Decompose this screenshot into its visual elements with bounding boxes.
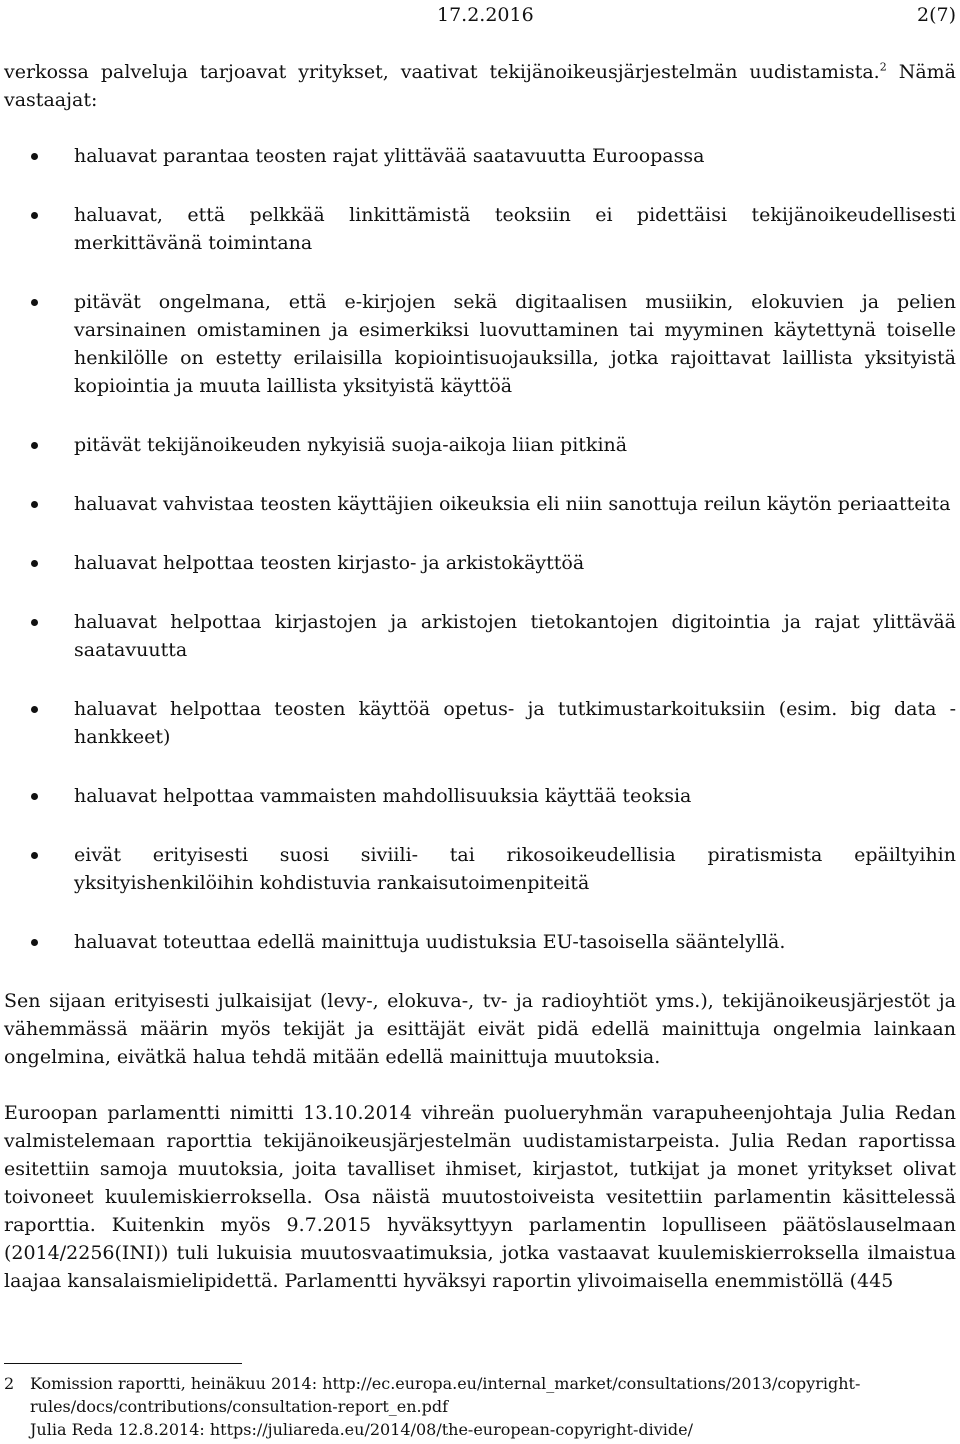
header-page-number: 2(7) bbox=[916, 4, 956, 26]
footnote-link-commission[interactable]: Komission raportti, heinäkuu 2014: http://ec.europa.eu/internal_market/consultations/2013/copyright- bbox=[30, 1374, 861, 1393]
list-item: haluavat helpottaa teosten käyttöä opetus- ja tutkimustarkoituksiin (esim. big data -hankkeet) bbox=[4, 695, 956, 751]
list-item: haluavat helpottaa vammaisten mahdollisuuksia käyttää teoksia bbox=[4, 782, 956, 810]
footnote-link-commission-cont[interactable]: rules/docs/contributions/consultation-report_en.pdf bbox=[30, 1397, 449, 1416]
list-item: pitävät ongelmana, että e-kirjojen sekä digitaalisen musiikin, elokuvien ja pelien varsinainen omistaminen ja esimerkiksi luovuttaminen tai myyminen käytettynä toiselle henkilölle on estetty erilaisilla kopiointisuojauksilla, jotka rajoittavat laillista yksityistä kopiointia ja muuta laillista yksityistä käyttöä bbox=[4, 288, 956, 400]
list-item: haluavat helpottaa teosten kirjasto- ja arkistokäyttöä bbox=[4, 549, 956, 577]
footnote-ref[interactable]: 2 bbox=[879, 60, 887, 74]
footnote bbox=[4, 1372, 944, 1441]
list-item: haluavat parantaa teosten rajat ylittävää saatavuutta Euroopassa bbox=[4, 142, 956, 170]
list-item: haluavat helpottaa kirjastojen ja arkistojen tietokantojen digitointia ja rajat ylittävää saatavuutta bbox=[4, 608, 956, 664]
list-item: haluavat, että pelkkää linkittämistä teoksiin ei pidettäisi tekijänoikeudellisesti merkittävänä toimintana bbox=[4, 201, 956, 257]
respondent-demands-list bbox=[4, 142, 956, 956]
footnote-number: 2 bbox=[4, 1374, 15, 1393]
list-item: haluavat toteuttaa edellä mainittuja uudistuksia EU-tasoisella sääntelyllä. bbox=[4, 928, 956, 956]
header-date: 17.2.2016 bbox=[437, 4, 534, 26]
parliament-paragraph: Euroopan parlamentti nimitti 13.10.2014 vihreän puolueryhmän varapuheenjohtaja Julia Redan valmistelemaan raporttia tekijänoikeusjärjestelmän uudistamistarpeista. Julia Redan raportissa esitettiin samoja muutoksia, joita tavalliset ihmiset, kirjastot, tutkijat ja monet yritykset olivat toivoneet kuulemiskierroksella. Osa näistä muutostoiveista vesitettiin parlamentin käsittelessä raporttia. Kuitenkin myös 9.7.2015 hyväksyttyyn parlamentin lopulliseen päätöslauselmaan (2014/2256(INI)) tuli lukuisia muutosvaatimuksia, jotka vastaavat kuulemiskierroksella ilmaistua laajaa kansalaismielipidettä. Parlamentti hyväksyi raportin ylivoimaisella enemmistöllä (445 bbox=[4, 1102, 956, 1292]
publishers-paragraph: Sen sijaan erityisesti julkaisijat (levy-, elokuva-, tv- ja radioyhtiöt yms.), tekijänoikeusjärjestöt ja vähemmässä määrin myös tekijät ja esittäjät eivät pidä edellä mainittuja ongelmia lainkaan ongelmina, eivätkä halua tehdä mitään edellä mainittuja muutoksia. bbox=[4, 990, 956, 1068]
document-body bbox=[4, 58, 956, 1295]
footnotes bbox=[4, 1372, 944, 1441]
intro-paragraph bbox=[4, 58, 956, 114]
intro-text: verkossa palveluja tarjoavat yritykset, vaativat tekijänoikeusjärjestelmän uudistamista. bbox=[4, 61, 880, 83]
footnote-divider bbox=[4, 1363, 242, 1364]
footnote-link-reda[interactable]: Julia Reda 12.8.2014: https://juliareda.eu/2014/08/the-european-copyright-divide/ bbox=[30, 1420, 693, 1439]
list-item: haluavat vahvistaa teosten käyttäjien oikeuksia eli niin sanottuja reilun käytön periaatteita bbox=[4, 490, 956, 518]
list-item: eivät erityisesti suosi siviili- tai rikosoikeudellisia piratismista epäiltyihin yksityishenkilöihin kohdistuvia rankaisutoimenpiteitä bbox=[4, 841, 956, 897]
list-item: pitävät tekijänoikeuden nykyisiä suoja-aikoja liian pitkinä bbox=[4, 431, 956, 459]
intro-tail: Nämä vastaajat: bbox=[4, 61, 956, 111]
page-header bbox=[0, 4, 960, 30]
